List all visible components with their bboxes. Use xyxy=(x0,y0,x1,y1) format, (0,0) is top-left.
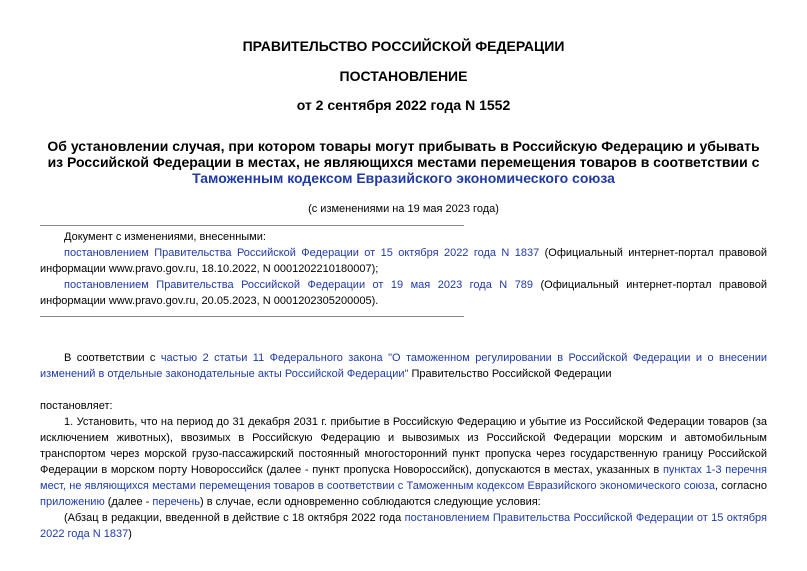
document-type: ПОСТАНОВЛЕНИЕ xyxy=(339,68,468,84)
paragraph-1-text-3: (далее - xyxy=(104,496,153,508)
amendment-note xyxy=(40,510,767,542)
preamble-start: В соответствии с xyxy=(64,352,161,364)
list-link[interactable]: перечень xyxy=(152,496,200,508)
bottom-divider xyxy=(40,316,464,317)
version-note: (с изменениями на 19 мая 2023 года) xyxy=(308,203,499,215)
amendment-link-789[interactable]: постановлением Правительства Российской Федерации от 19 мая 2023 года N 789 xyxy=(64,279,534,291)
amendment-link-1837[interactable]: постановлением Правительства Российской Федерации от 15 октября 2022 года N 1837 xyxy=(64,247,540,259)
amendment-note-link[interactable]: постановлением Правительства Российской Федерации от 15 октября 2022 года N 1837 xyxy=(40,512,767,540)
appendix-link[interactable]: приложению xyxy=(40,496,105,508)
paragraph-1-text-4: ) в случае, если одновременно соблюдаются следующие условия: xyxy=(200,496,541,508)
title-text: Об установлении случая, при котором товары могут прибывать в Российскую Федерацию и убывать из Российской Федерации в местах, не являющихся местами перемещения товаров в соответствии с xyxy=(47,138,760,170)
preamble-end: Правительство Российской Федерации xyxy=(408,368,612,380)
government-name: ПРАВИТЕЛЬСТВО РОССИЙСКОЙ ФЕДЕРАЦИИ xyxy=(242,38,565,54)
list-items-link[interactable]: пунктах 1-3 перечня мест, не являющихся местами перемещения товаров в соответствии с Таможенным кодексом Евразийского экономического союза xyxy=(40,464,767,492)
amendment-note-end: ) xyxy=(128,528,132,540)
document-title xyxy=(40,138,767,186)
amendment-note-start: (Абзац в редакции, введенной в действие с 18 октября 2022 года xyxy=(64,512,405,524)
paragraph-1-text: 1. Установить, что на период до 31 декабря 2031 г. прибытие в Российскую Федерацию и убытие из Российской Федерации товаров (за исключением животных), ввозимых в Российскую Федерацию и вывозимых из Российской Федерации морским и автомобильным транспортом через морской грузо-пассажирский постоянный многосторонний пункт пропуска через государственную границу Российской Федерации в морском порту Новороссийск (далее - пункт пропуска Новороссийск), допускаются в местах, указанных в xyxy=(40,416,767,476)
document-date-number: от 2 сентября 2022 года N 1552 xyxy=(296,97,511,113)
top-divider xyxy=(40,225,464,226)
changes-intro: Документ с изменениями, внесенными: xyxy=(64,231,266,243)
paragraph-1-text-2: , согласно xyxy=(714,480,767,492)
paragraph-1 xyxy=(40,414,767,510)
customs-code-link[interactable]: Таможенным кодексом Евразийского экономического союза xyxy=(192,170,615,186)
change-item-1-source: (Официальный интернет-портал правовой информации www.pravo.gov.ru, 18.10.2022, N 0001202210180007); xyxy=(40,247,767,275)
change-item-2 xyxy=(40,277,767,309)
change-item-2-source: (Официальный интернет-портал правовой информации www.pravo.gov.ru, 20.05.2023, N 0001202305200005). xyxy=(40,279,767,307)
federal-law-link[interactable]: частью 2 статьи 11 Федерального закона "О таможенном регулировании в Российской Федерации и о внесении изменений в отдельные законодательные акты Российской Федерации" xyxy=(40,352,767,380)
preamble xyxy=(40,350,767,382)
change-item-1 xyxy=(40,245,767,277)
decree-word: постановляет: xyxy=(40,400,113,412)
